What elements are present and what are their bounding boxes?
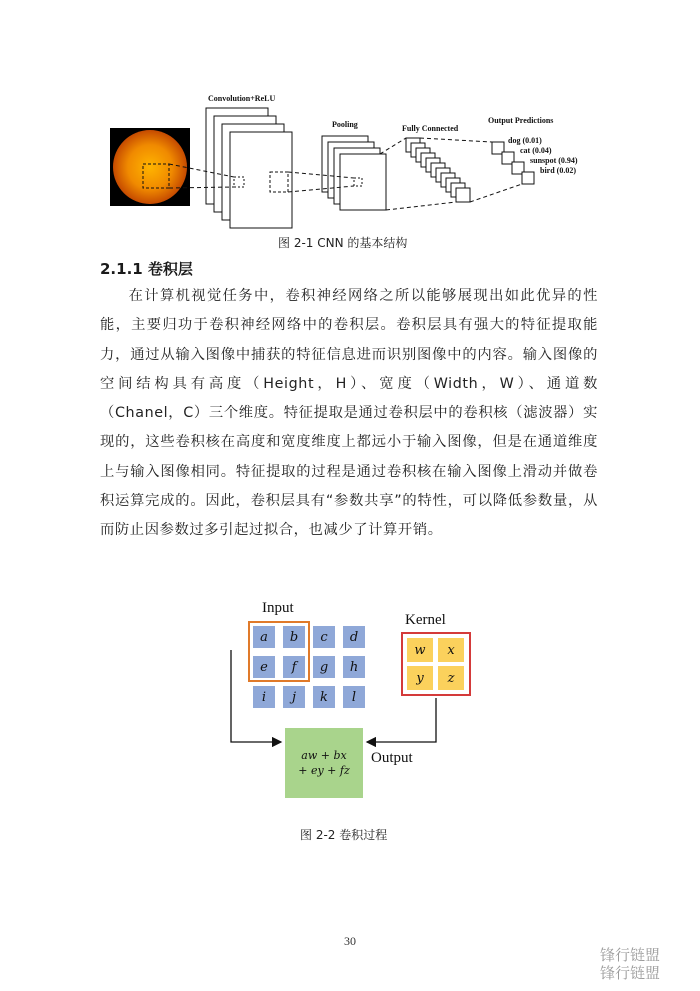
page-number: 30: [344, 934, 356, 948]
kernel-to-output-arrow: [367, 698, 436, 742]
input-cell: k: [313, 686, 335, 708]
pooling-label: Pooling: [332, 120, 358, 129]
input-cell: i: [253, 686, 275, 708]
prediction-item: sunspot (0.94): [530, 156, 578, 165]
cnn-architecture-figure: [110, 80, 590, 230]
prediction-item: bird (0.02): [540, 166, 576, 175]
input-cell: a: [253, 626, 275, 648]
fully-connected-layers: [406, 138, 470, 202]
watermark: 锋行链盟 锋行链盟: [600, 946, 661, 982]
section-heading: 2.1.1 卷积层: [100, 260, 193, 278]
output-value-box: [285, 728, 363, 798]
input-cell: g: [313, 656, 335, 678]
kernel-cell: w: [407, 638, 433, 662]
kernel-cell: x: [438, 638, 464, 662]
kernel-cell: z: [438, 666, 464, 690]
sun-image: [113, 130, 187, 204]
input-cell: c: [313, 626, 335, 648]
figure1-caption: 图 2-1 CNN 的基本结构: [278, 236, 408, 250]
input-cell: l: [343, 686, 365, 708]
input-cell: j: [283, 686, 305, 708]
kernel-cell: y: [407, 666, 433, 690]
input-cell: d: [343, 626, 365, 648]
output-label: Output: [371, 750, 413, 766]
output-formula-line1: aw + bx: [301, 749, 347, 762]
convolution-process-figure: [225, 600, 485, 810]
pooling-feature-map: [340, 154, 386, 210]
conv-relu-label: Convolution+ReLU: [208, 94, 276, 103]
prediction-item: cat (0.04): [520, 146, 552, 155]
figure2-caption: 图 2-2 卷积过程: [300, 828, 388, 842]
input-cell: e: [253, 656, 275, 678]
output-predictions-label: Output Predictions: [488, 116, 554, 125]
output-formula-line2: + ey + fz: [298, 764, 350, 777]
kernel-title: Kernel: [405, 612, 446, 628]
fully-connected-label: Fully Connected: [402, 124, 459, 133]
prediction-item: dog (0.01): [508, 136, 542, 145]
cnn-diagram-svg: [110, 80, 590, 230]
input-cell: f: [283, 656, 305, 678]
input-title: Input: [262, 600, 294, 616]
section-paragraph: 在计算机视觉任务中，卷积神经网络之所以能够展现出如此优异的性能，主要归功于卷积神经网络中的卷积层。卷积层具有强大的特征提取能力，通过从输入图像中捕获的特征信息进而识别图像中的内容。输入图像的空间结构具有高度（Height，H）、宽度（Width，W）、通道数（Chanel，C）三个维度。特征提取是通过卷积层中的卷积核（滤波器）实现的，这些卷积核在高度和宽度维度上都远小于输入图像，但是在通道维度上与输入图像相同。特征提取的过程是通过卷积核在输入图像上滑动并做卷积运算完成的。因此，卷积层具有“参数共享”的特性，可以降低参数量，从而防止因参数过多引起过拟合，也减少了计算开销。: [100, 288, 598, 539]
conv-feature-map: [230, 132, 292, 228]
input-cell: h: [343, 656, 365, 678]
input-cell: b: [283, 626, 305, 648]
input-to-output-arrow: [231, 650, 281, 742]
